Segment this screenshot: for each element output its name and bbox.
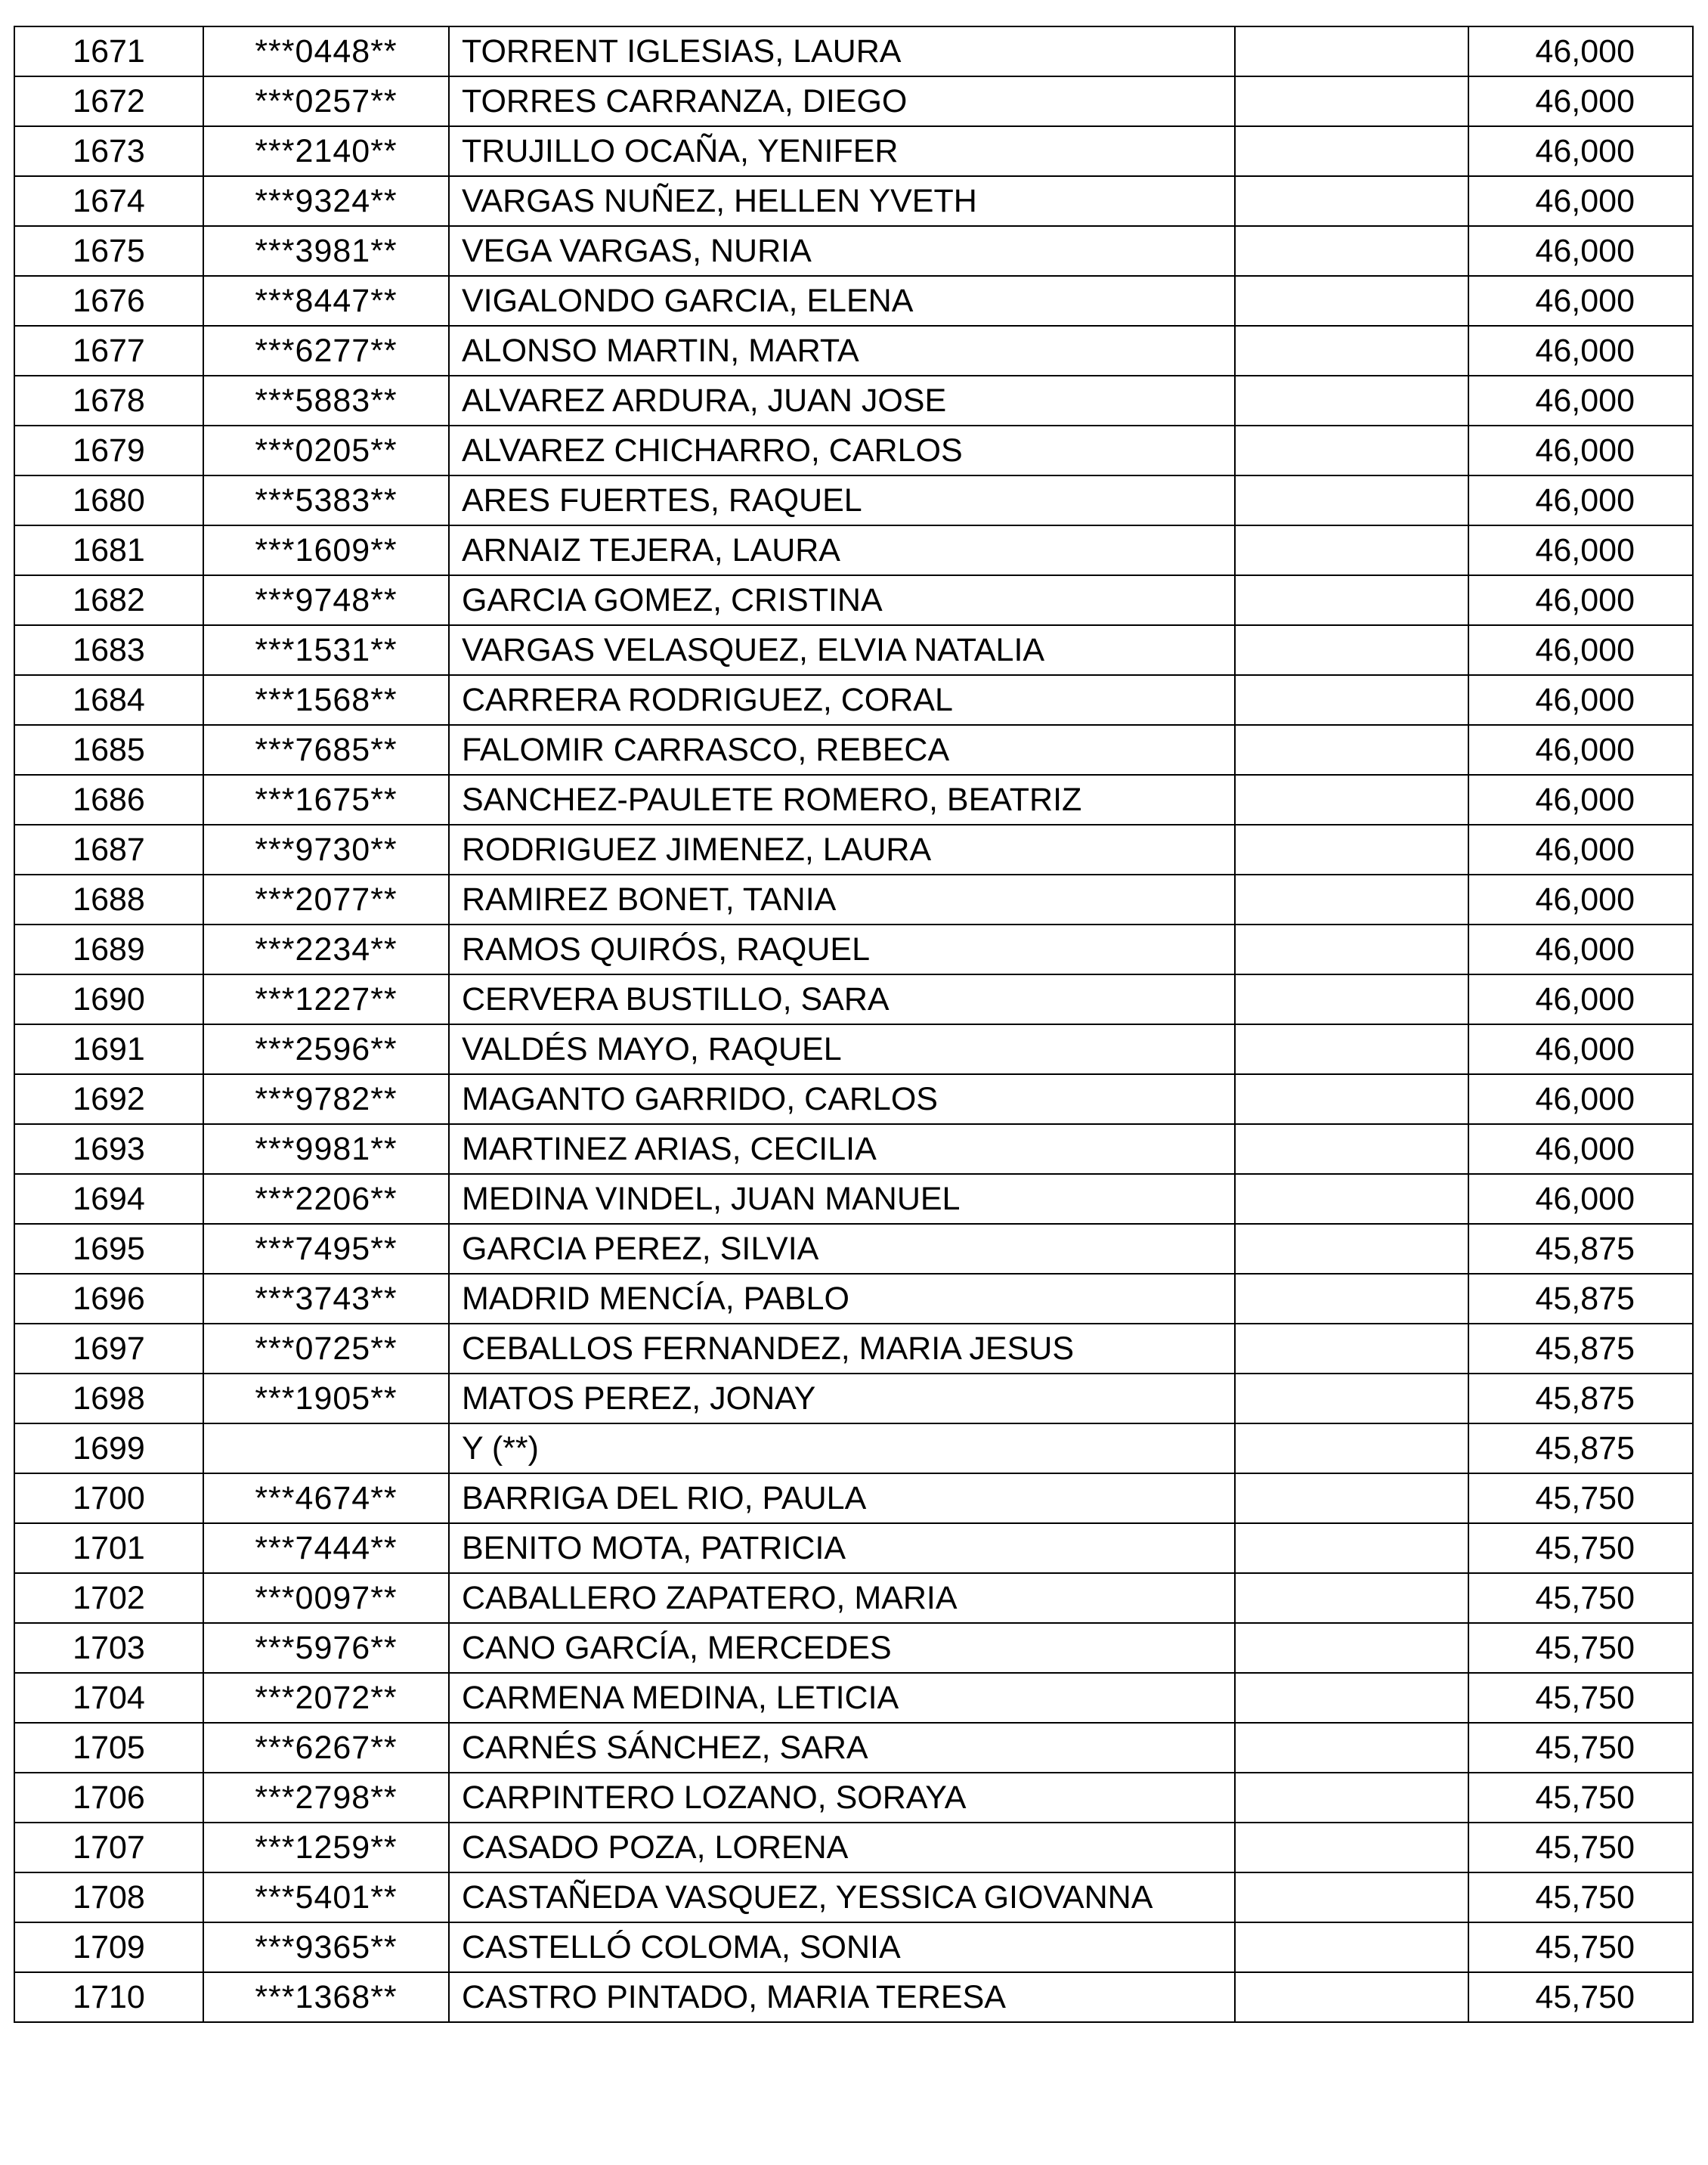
empty-cell bbox=[1235, 775, 1468, 825]
results-table bbox=[14, 26, 1694, 2023]
table-row bbox=[14, 875, 1693, 925]
masked-id-cell: ***1368** bbox=[203, 1972, 449, 2022]
table-row bbox=[14, 575, 1693, 625]
score-cell: 46,000 bbox=[1468, 126, 1693, 176]
masked-id-cell: ***9981** bbox=[203, 1124, 449, 1174]
empty-cell bbox=[1235, 1124, 1468, 1174]
row-number-cell: 1706 bbox=[14, 1773, 203, 1823]
empty-cell bbox=[1235, 1224, 1468, 1274]
row-number-cell: 1697 bbox=[14, 1324, 203, 1374]
score-cell: 46,000 bbox=[1468, 575, 1693, 625]
score-cell: 45,750 bbox=[1468, 1972, 1693, 2022]
empty-cell bbox=[1235, 575, 1468, 625]
score-cell: 45,750 bbox=[1468, 1723, 1693, 1773]
person-name-cell: ARNAIZ TEJERA, LAURA bbox=[449, 525, 1235, 575]
score-cell: 46,000 bbox=[1468, 675, 1693, 725]
row-number-cell: 1690 bbox=[14, 974, 203, 1024]
table-row bbox=[14, 475, 1693, 525]
row-number-cell: 1710 bbox=[14, 1972, 203, 2022]
masked-id-cell: ***5976** bbox=[203, 1623, 449, 1673]
score-cell: 46,000 bbox=[1468, 426, 1693, 475]
person-name-cell: GARCIA PEREZ, SILVIA bbox=[449, 1224, 1235, 1274]
person-name-cell: MEDINA VINDEL, JUAN MANUEL bbox=[449, 1174, 1235, 1224]
masked-id-cell: ***7444** bbox=[203, 1523, 449, 1573]
table-row bbox=[14, 1374, 1693, 1423]
masked-id-cell: ***2798** bbox=[203, 1773, 449, 1823]
table-row bbox=[14, 825, 1693, 875]
score-cell: 46,000 bbox=[1468, 525, 1693, 575]
empty-cell bbox=[1235, 625, 1468, 675]
table-row bbox=[14, 1872, 1693, 1922]
score-cell: 45,750 bbox=[1468, 1623, 1693, 1673]
score-cell: 45,875 bbox=[1468, 1324, 1693, 1374]
person-name-cell: BENITO MOTA, PATRICIA bbox=[449, 1523, 1235, 1573]
row-number-cell: 1704 bbox=[14, 1673, 203, 1723]
masked-id-cell: ***4674** bbox=[203, 1473, 449, 1523]
score-cell: 46,000 bbox=[1468, 176, 1693, 226]
score-cell: 45,750 bbox=[1468, 1872, 1693, 1922]
empty-cell bbox=[1235, 1174, 1468, 1224]
row-number-cell: 1671 bbox=[14, 26, 203, 76]
score-cell: 46,000 bbox=[1468, 1024, 1693, 1074]
empty-cell bbox=[1235, 1423, 1468, 1473]
row-number-cell: 1683 bbox=[14, 625, 203, 675]
table-row bbox=[14, 126, 1693, 176]
masked-id-cell: ***7495** bbox=[203, 1224, 449, 1274]
row-number-cell: 1701 bbox=[14, 1523, 203, 1573]
masked-id-cell: ***3981** bbox=[203, 226, 449, 276]
score-cell: 46,000 bbox=[1468, 1074, 1693, 1124]
empty-cell bbox=[1235, 675, 1468, 725]
table-row bbox=[14, 226, 1693, 276]
row-number-cell: 1684 bbox=[14, 675, 203, 725]
score-cell: 45,750 bbox=[1468, 1473, 1693, 1523]
table-row bbox=[14, 1573, 1693, 1623]
empty-cell bbox=[1235, 925, 1468, 974]
row-number-cell: 1674 bbox=[14, 176, 203, 226]
person-name-cell: RODRIGUEZ JIMENEZ, LAURA bbox=[449, 825, 1235, 875]
person-name-cell: TORRES CARRANZA, DIEGO bbox=[449, 76, 1235, 126]
table-row bbox=[14, 1972, 1693, 2022]
empty-cell bbox=[1235, 475, 1468, 525]
score-cell: 46,000 bbox=[1468, 326, 1693, 376]
row-number-cell: 1708 bbox=[14, 1872, 203, 1922]
empty-cell bbox=[1235, 1623, 1468, 1673]
masked-id-cell: ***9324** bbox=[203, 176, 449, 226]
masked-id-cell: ***2234** bbox=[203, 925, 449, 974]
row-number-cell: 1681 bbox=[14, 525, 203, 575]
table-row bbox=[14, 176, 1693, 226]
table-row bbox=[14, 974, 1693, 1024]
results-table-body bbox=[14, 26, 1693, 2022]
person-name-cell: MATOS PEREZ, JONAY bbox=[449, 1374, 1235, 1423]
masked-id-cell: ***9782** bbox=[203, 1074, 449, 1124]
masked-id-cell: ***9730** bbox=[203, 825, 449, 875]
row-number-cell: 1679 bbox=[14, 426, 203, 475]
table-row bbox=[14, 1423, 1693, 1473]
score-cell: 45,875 bbox=[1468, 1224, 1693, 1274]
masked-id-cell: ***2077** bbox=[203, 875, 449, 925]
row-number-cell: 1700 bbox=[14, 1473, 203, 1523]
empty-cell bbox=[1235, 1773, 1468, 1823]
table-row bbox=[14, 625, 1693, 675]
score-cell: 46,000 bbox=[1468, 226, 1693, 276]
person-name-cell: CASTAÑEDA VASQUEZ, YESSICA GIOVANNA bbox=[449, 1872, 1235, 1922]
empty-cell bbox=[1235, 1523, 1468, 1573]
person-name-cell: VALDÉS MAYO, RAQUEL bbox=[449, 1024, 1235, 1074]
score-cell: 45,875 bbox=[1468, 1274, 1693, 1324]
table-row bbox=[14, 1823, 1693, 1872]
score-cell: 45,750 bbox=[1468, 1922, 1693, 1972]
table-row bbox=[14, 675, 1693, 725]
table-row bbox=[14, 1074, 1693, 1124]
empty-cell bbox=[1235, 1972, 1468, 2022]
score-cell: 46,000 bbox=[1468, 1124, 1693, 1174]
table-row bbox=[14, 1673, 1693, 1723]
table-row bbox=[14, 1922, 1693, 1972]
person-name-cell: ALONSO MARTIN, MARTA bbox=[449, 326, 1235, 376]
row-number-cell: 1698 bbox=[14, 1374, 203, 1423]
person-name-cell: FALOMIR CARRASCO, REBECA bbox=[449, 725, 1235, 775]
masked-id-cell: ***1568** bbox=[203, 675, 449, 725]
masked-id-cell: ***9748** bbox=[203, 575, 449, 625]
person-name-cell: MARTINEZ ARIAS, CECILIA bbox=[449, 1124, 1235, 1174]
masked-id-cell: ***0097** bbox=[203, 1573, 449, 1623]
empty-cell bbox=[1235, 1723, 1468, 1773]
empty-cell bbox=[1235, 1872, 1468, 1922]
person-name-cell: GARCIA GOMEZ, CRISTINA bbox=[449, 575, 1235, 625]
empty-cell bbox=[1235, 875, 1468, 925]
masked-id-cell bbox=[203, 1423, 449, 1473]
row-number-cell: 1693 bbox=[14, 1124, 203, 1174]
masked-id-cell: ***7685** bbox=[203, 725, 449, 775]
person-name-cell: Y (**) bbox=[449, 1423, 1235, 1473]
masked-id-cell: ***0725** bbox=[203, 1324, 449, 1374]
empty-cell bbox=[1235, 426, 1468, 475]
person-name-cell: CASTRO PINTADO, MARIA TERESA bbox=[449, 1972, 1235, 2022]
empty-cell bbox=[1235, 1324, 1468, 1374]
person-name-cell: BARRIGA DEL RIO, PAULA bbox=[449, 1473, 1235, 1523]
table-row bbox=[14, 26, 1693, 76]
table-row bbox=[14, 925, 1693, 974]
person-name-cell: CARMENA MEDINA, LETICIA bbox=[449, 1673, 1235, 1723]
row-number-cell: 1705 bbox=[14, 1723, 203, 1773]
table-row bbox=[14, 1324, 1693, 1374]
row-number-cell: 1688 bbox=[14, 875, 203, 925]
row-number-cell: 1695 bbox=[14, 1224, 203, 1274]
row-number-cell: 1694 bbox=[14, 1174, 203, 1224]
row-number-cell: 1691 bbox=[14, 1024, 203, 1074]
table-row bbox=[14, 1523, 1693, 1573]
empty-cell bbox=[1235, 1024, 1468, 1074]
empty-cell bbox=[1235, 725, 1468, 775]
empty-cell bbox=[1235, 974, 1468, 1024]
table-row bbox=[14, 1623, 1693, 1673]
person-name-cell: VEGA VARGAS, NURIA bbox=[449, 226, 1235, 276]
empty-cell bbox=[1235, 1374, 1468, 1423]
table-row bbox=[14, 725, 1693, 775]
score-cell: 46,000 bbox=[1468, 625, 1693, 675]
table-row bbox=[14, 1274, 1693, 1324]
table-row bbox=[14, 426, 1693, 475]
person-name-cell: ARES FUERTES, RAQUEL bbox=[449, 475, 1235, 525]
person-name-cell: ALVAREZ CHICHARRO, CARLOS bbox=[449, 426, 1235, 475]
table-row bbox=[14, 1174, 1693, 1224]
person-name-cell: TRUJILLO OCAÑA, YENIFER bbox=[449, 126, 1235, 176]
person-name-cell: ALVAREZ ARDURA, JUAN JOSE bbox=[449, 376, 1235, 426]
score-cell: 46,000 bbox=[1468, 475, 1693, 525]
score-cell: 46,000 bbox=[1468, 825, 1693, 875]
empty-cell bbox=[1235, 176, 1468, 226]
masked-id-cell: ***5883** bbox=[203, 376, 449, 426]
person-name-cell: CASADO POZA, LORENA bbox=[449, 1823, 1235, 1872]
row-number-cell: 1682 bbox=[14, 575, 203, 625]
masked-id-cell: ***0448** bbox=[203, 26, 449, 76]
person-name-cell: CARNÉS SÁNCHEZ, SARA bbox=[449, 1723, 1235, 1773]
masked-id-cell: ***1227** bbox=[203, 974, 449, 1024]
table-row bbox=[14, 1773, 1693, 1823]
empty-cell bbox=[1235, 525, 1468, 575]
person-name-cell: CARPINTERO LOZANO, SORAYA bbox=[449, 1773, 1235, 1823]
score-cell: 46,000 bbox=[1468, 376, 1693, 426]
masked-id-cell: ***2596** bbox=[203, 1024, 449, 1074]
score-cell: 46,000 bbox=[1468, 875, 1693, 925]
person-name-cell: RAMOS QUIRÓS, RAQUEL bbox=[449, 925, 1235, 974]
row-number-cell: 1702 bbox=[14, 1573, 203, 1623]
empty-cell bbox=[1235, 1673, 1468, 1723]
masked-id-cell: ***9365** bbox=[203, 1922, 449, 1972]
masked-id-cell: ***5401** bbox=[203, 1872, 449, 1922]
empty-cell bbox=[1235, 326, 1468, 376]
score-cell: 45,750 bbox=[1468, 1523, 1693, 1573]
masked-id-cell: ***3743** bbox=[203, 1274, 449, 1324]
masked-id-cell: ***0257** bbox=[203, 76, 449, 126]
row-number-cell: 1692 bbox=[14, 1074, 203, 1124]
masked-id-cell: ***1905** bbox=[203, 1374, 449, 1423]
masked-id-cell: ***8447** bbox=[203, 276, 449, 326]
row-number-cell: 1689 bbox=[14, 925, 203, 974]
table-row bbox=[14, 376, 1693, 426]
table-row bbox=[14, 775, 1693, 825]
empty-cell bbox=[1235, 76, 1468, 126]
table-row bbox=[14, 326, 1693, 376]
empty-cell bbox=[1235, 1074, 1468, 1124]
masked-id-cell: ***1609** bbox=[203, 525, 449, 575]
row-number-cell: 1707 bbox=[14, 1823, 203, 1872]
score-cell: 45,750 bbox=[1468, 1573, 1693, 1623]
row-number-cell: 1709 bbox=[14, 1922, 203, 1972]
row-number-cell: 1699 bbox=[14, 1423, 203, 1473]
table-row bbox=[14, 1473, 1693, 1523]
row-number-cell: 1685 bbox=[14, 725, 203, 775]
empty-cell bbox=[1235, 276, 1468, 326]
person-name-cell: VIGALONDO GARCIA, ELENA bbox=[449, 276, 1235, 326]
empty-cell bbox=[1235, 1823, 1468, 1872]
score-cell: 45,750 bbox=[1468, 1773, 1693, 1823]
score-cell: 46,000 bbox=[1468, 725, 1693, 775]
person-name-cell: MADRID MENCÍA, PABLO bbox=[449, 1274, 1235, 1324]
masked-id-cell: ***6277** bbox=[203, 326, 449, 376]
empty-cell bbox=[1235, 226, 1468, 276]
masked-id-cell: ***1675** bbox=[203, 775, 449, 825]
row-number-cell: 1677 bbox=[14, 326, 203, 376]
row-number-cell: 1676 bbox=[14, 276, 203, 326]
person-name-cell: CERVERA BUSTILLO, SARA bbox=[449, 974, 1235, 1024]
person-name-cell: CARRERA RODRIGUEZ, CORAL bbox=[449, 675, 1235, 725]
row-number-cell: 1703 bbox=[14, 1623, 203, 1673]
table-row bbox=[14, 525, 1693, 575]
masked-id-cell: ***1259** bbox=[203, 1823, 449, 1872]
empty-cell bbox=[1235, 1922, 1468, 1972]
person-name-cell: VARGAS VELASQUEZ, ELVIA NATALIA bbox=[449, 625, 1235, 675]
score-cell: 46,000 bbox=[1468, 76, 1693, 126]
score-cell: 46,000 bbox=[1468, 775, 1693, 825]
row-number-cell: 1686 bbox=[14, 775, 203, 825]
score-cell: 46,000 bbox=[1468, 925, 1693, 974]
table-row bbox=[14, 276, 1693, 326]
masked-id-cell: ***6267** bbox=[203, 1723, 449, 1773]
score-cell: 45,875 bbox=[1468, 1374, 1693, 1423]
empty-cell bbox=[1235, 1274, 1468, 1324]
empty-cell bbox=[1235, 1473, 1468, 1523]
person-name-cell: VARGAS NUÑEZ, HELLEN YVETH bbox=[449, 176, 1235, 226]
row-number-cell: 1687 bbox=[14, 825, 203, 875]
person-name-cell: RAMIREZ BONET, TANIA bbox=[449, 875, 1235, 925]
row-number-cell: 1672 bbox=[14, 76, 203, 126]
masked-id-cell: ***2072** bbox=[203, 1673, 449, 1723]
score-cell: 45,750 bbox=[1468, 1823, 1693, 1872]
table-row bbox=[14, 1224, 1693, 1274]
person-name-cell: CASTELLÓ COLOMA, SONIA bbox=[449, 1922, 1235, 1972]
person-name-cell: CEBALLOS FERNANDEZ, MARIA JESUS bbox=[449, 1324, 1235, 1374]
row-number-cell: 1675 bbox=[14, 226, 203, 276]
masked-id-cell: ***5383** bbox=[203, 475, 449, 525]
person-name-cell: TORRENT IGLESIAS, LAURA bbox=[449, 26, 1235, 76]
table-row bbox=[14, 1723, 1693, 1773]
score-cell: 46,000 bbox=[1468, 1174, 1693, 1224]
row-number-cell: 1678 bbox=[14, 376, 203, 426]
empty-cell bbox=[1235, 376, 1468, 426]
row-number-cell: 1696 bbox=[14, 1274, 203, 1324]
person-name-cell: MAGANTO GARRIDO, CARLOS bbox=[449, 1074, 1235, 1124]
score-cell: 45,875 bbox=[1468, 1423, 1693, 1473]
empty-cell bbox=[1235, 825, 1468, 875]
empty-cell bbox=[1235, 1573, 1468, 1623]
row-number-cell: 1673 bbox=[14, 126, 203, 176]
masked-id-cell: ***2206** bbox=[203, 1174, 449, 1224]
empty-cell bbox=[1235, 126, 1468, 176]
row-number-cell: 1680 bbox=[14, 475, 203, 525]
person-name-cell: SANCHEZ-PAULETE ROMERO, BEATRIZ bbox=[449, 775, 1235, 825]
score-cell: 46,000 bbox=[1468, 974, 1693, 1024]
person-name-cell: CABALLERO ZAPATERO, MARIA bbox=[449, 1573, 1235, 1623]
empty-cell bbox=[1235, 26, 1468, 76]
score-cell: 46,000 bbox=[1468, 276, 1693, 326]
table-row bbox=[14, 76, 1693, 126]
score-cell: 45,750 bbox=[1468, 1673, 1693, 1723]
score-cell: 46,000 bbox=[1468, 26, 1693, 76]
table-row bbox=[14, 1024, 1693, 1074]
table-row bbox=[14, 1124, 1693, 1174]
person-name-cell: CANO GARCÍA, MERCEDES bbox=[449, 1623, 1235, 1673]
masked-id-cell: ***2140** bbox=[203, 126, 449, 176]
masked-id-cell: ***1531** bbox=[203, 625, 449, 675]
masked-id-cell: ***0205** bbox=[203, 426, 449, 475]
